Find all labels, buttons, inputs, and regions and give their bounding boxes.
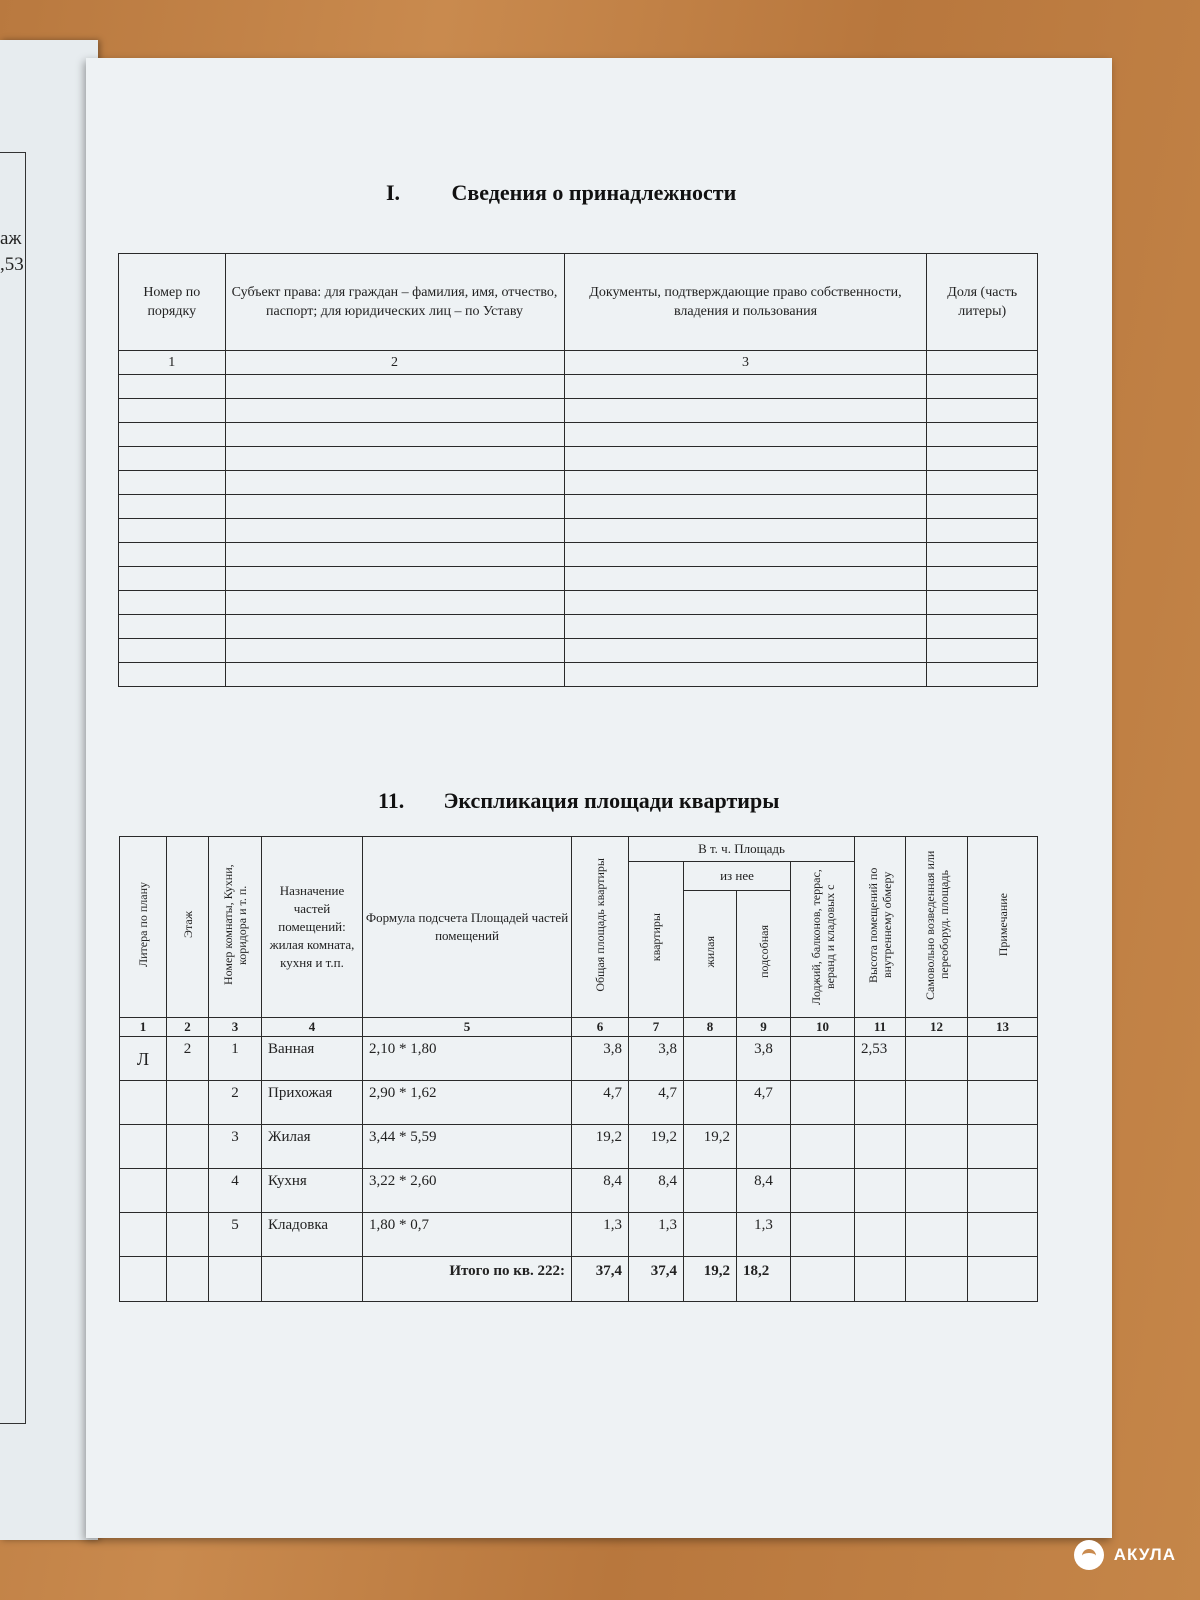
total-area-cell: 4,7 <box>572 1081 629 1125</box>
total-area-cell: 8,4 <box>572 1169 629 1213</box>
floor-cell <box>167 1125 209 1169</box>
ownership-empty-cell <box>225 519 564 543</box>
note-cell <box>968 1037 1038 1081</box>
ownership-empty-cell <box>564 567 927 591</box>
section2-title-text: Экспликация площади квартиры <box>443 788 780 813</box>
col-number <box>927 351 1038 375</box>
ownership-empty-cell <box>119 375 226 399</box>
section1-title-text: Сведения о принадлежности <box>451 180 737 205</box>
floor-cell <box>167 1213 209 1257</box>
header-litera: Литера по плану <box>120 837 167 1018</box>
aux-area-cell: 3,8 <box>737 1037 791 1081</box>
ownership-empty-cell <box>119 399 226 423</box>
floor-cell <box>167 1081 209 1125</box>
floor-cell: 2 <box>167 1037 209 1081</box>
left-page <box>0 40 98 1540</box>
ownership-empty-cell <box>225 615 564 639</box>
loggia-cell <box>791 1081 855 1125</box>
ownership-empty-cell <box>927 615 1038 639</box>
ownership-empty-cell <box>927 519 1038 543</box>
ownership-col-number-row <box>119 351 1038 375</box>
ownership-empty-cell <box>119 447 226 471</box>
note-cell <box>968 1213 1038 1257</box>
ownership-empty-cell <box>927 591 1038 615</box>
ownership-empty-row <box>119 639 1038 663</box>
room-name-cell: Прихожая <box>262 1081 363 1125</box>
ownership-empty-row <box>119 567 1038 591</box>
ownership-empty-cell <box>119 663 226 687</box>
unauthorized-cell <box>906 1081 968 1125</box>
header-apartments: квартиры <box>629 862 684 1018</box>
ownership-empty-cell <box>119 591 226 615</box>
aux-area-cell: 4,7 <box>737 1081 791 1125</box>
ownership-empty-row <box>119 423 1038 447</box>
height-cell <box>855 1169 906 1213</box>
unauthorized-cell <box>906 1169 968 1213</box>
room-number-cell: 3 <box>209 1125 262 1169</box>
loggia-cell <box>791 1125 855 1169</box>
ownership-empty-cell <box>927 471 1038 495</box>
ownership-empty-cell <box>119 519 226 543</box>
aux-area-cell: 8,4 <box>737 1169 791 1213</box>
ownership-empty-cell <box>564 663 927 687</box>
col-number: 1 <box>120 1018 167 1037</box>
column-number-row <box>120 1018 1038 1037</box>
ownership-empty-cell <box>564 639 927 663</box>
ownership-empty-cell <box>927 423 1038 447</box>
total-aux-value: 18,2 <box>737 1257 791 1302</box>
shark-logo-icon <box>1074 1540 1104 1570</box>
living-area-cell: 19,2 <box>684 1125 737 1169</box>
ownership-empty-cell <box>225 447 564 471</box>
header-auxiliary: подсобная <box>737 890 791 1017</box>
ownership-empty-cell <box>225 423 564 447</box>
ownership-empty-cell <box>225 639 564 663</box>
ownership-empty-cell <box>225 663 564 687</box>
litera-cell <box>120 1125 167 1169</box>
ownership-empty-row <box>119 543 1038 567</box>
ownership-empty-cell <box>119 543 226 567</box>
col-number: 2 <box>167 1018 209 1037</box>
ownership-empty-cell <box>119 471 226 495</box>
col-number: 1 <box>119 351 226 375</box>
floor-cell <box>167 1169 209 1213</box>
total-row <box>120 1257 1038 1302</box>
total-label: Итого по кв. 222: <box>363 1257 572 1302</box>
header-purpose: Назначение частей помещений: жилая комната, кухня и т.п. <box>262 837 363 1018</box>
ownership-empty-cell <box>225 567 564 591</box>
total-area-cell: 19,2 <box>572 1125 629 1169</box>
header-order-number: Номер по порядку <box>119 254 226 351</box>
ownership-empty-cell <box>564 615 927 639</box>
ownership-empty-cell <box>225 399 564 423</box>
ownership-empty-cell <box>225 375 564 399</box>
col-number: 11 <box>855 1018 906 1037</box>
ownership-empty-cell <box>564 375 927 399</box>
living-area-cell <box>684 1169 737 1213</box>
header-note: Примечание <box>968 837 1038 1018</box>
header-of-which: из нее <box>684 862 791 891</box>
living-area-cell <box>684 1081 737 1125</box>
left-page-text-2: ,53 <box>0 254 24 275</box>
document-page <box>86 58 1112 1538</box>
ownership-empty-cell <box>927 375 1038 399</box>
aux-area-cell <box>737 1125 791 1169</box>
aux-area-cell: 1,3 <box>737 1213 791 1257</box>
ownership-empty-row <box>119 615 1038 639</box>
ownership-empty-cell <box>927 567 1038 591</box>
room-name-cell: Кладовка <box>262 1213 363 1257</box>
ownership-empty-row <box>119 399 1038 423</box>
col-number: 6 <box>572 1018 629 1037</box>
litera-cell <box>120 1213 167 1257</box>
living-area-cell <box>684 1213 737 1257</box>
room-name-cell: Ванная <box>262 1037 363 1081</box>
apt-area-cell: 19,2 <box>629 1125 684 1169</box>
room-number-cell: 2 <box>209 1081 262 1125</box>
col-number: 10 <box>791 1018 855 1037</box>
ownership-empty-cell <box>225 591 564 615</box>
header-floor: Этаж <box>167 837 209 1018</box>
header-living: жилая <box>684 890 737 1017</box>
col-number: 4 <box>262 1018 363 1037</box>
ownership-empty-cell <box>564 471 927 495</box>
col-number: 7 <box>629 1018 684 1037</box>
height-cell <box>855 1213 906 1257</box>
ownership-empty-cell <box>119 495 226 519</box>
unauthorized-cell <box>906 1037 968 1081</box>
col-number: 8 <box>684 1018 737 1037</box>
height-cell: 2,53 <box>855 1037 906 1081</box>
room-number-cell: 5 <box>209 1213 262 1257</box>
loggia-cell <box>791 1213 855 1257</box>
explication-table <box>119 836 1038 1302</box>
room-name-cell: Кухня <box>262 1169 363 1213</box>
col-number: 2 <box>225 351 564 375</box>
explication-row <box>120 1037 1038 1081</box>
formula-cell: 2,90 * 1,62 <box>363 1081 572 1125</box>
ownership-empty-cell <box>927 639 1038 663</box>
living-area-cell <box>684 1037 737 1081</box>
section1-number: I. <box>386 180 401 205</box>
ownership-empty-row <box>119 519 1038 543</box>
header-total-area: Общая площадь квартиры <box>572 837 629 1018</box>
height-cell <box>855 1125 906 1169</box>
section2-title <box>378 788 779 814</box>
apt-area-cell: 1,3 <box>629 1213 684 1257</box>
explication-row <box>120 1125 1038 1169</box>
ownership-empty-cell <box>564 423 927 447</box>
ownership-empty-row <box>119 375 1038 399</box>
ownership-empty-cell <box>564 543 927 567</box>
apt-area-cell: 8,4 <box>629 1169 684 1213</box>
header-loggias: Лоджий, балконов, террас, веранд и кладовых с <box>791 862 855 1018</box>
ownership-empty-cell <box>927 495 1038 519</box>
ownership-header-row <box>119 254 1038 351</box>
header-unauthorized: Самовольно возведенная или переоборуд. площадь <box>906 837 968 1018</box>
total-area-cell: 3,8 <box>572 1037 629 1081</box>
ownership-empty-row <box>119 591 1038 615</box>
total-area-cell: 1,3 <box>572 1213 629 1257</box>
room-name-cell: Жилая <box>262 1125 363 1169</box>
ownership-empty-cell <box>119 567 226 591</box>
header-height: Высота помещений по внутреннему обмеру <box>855 837 906 1018</box>
section2-number: 11. <box>378 788 405 813</box>
ownership-empty-cell <box>225 495 564 519</box>
total-living-value: 19,2 <box>684 1257 737 1302</box>
ownership-empty-row <box>119 663 1038 687</box>
ownership-empty-cell <box>225 543 564 567</box>
header-formula: Формула подсчета Площадей частей помещений <box>363 837 572 1018</box>
ownership-empty-cell <box>564 399 927 423</box>
formula-cell: 2,10 * 1,80 <box>363 1037 572 1081</box>
ownership-empty-cell <box>225 471 564 495</box>
brand-name: АКУЛА <box>1113 1545 1176 1564</box>
header-incl-area: В т. ч. Площадь <box>629 837 855 862</box>
ownership-empty-cell <box>564 519 927 543</box>
header-room-number: Номер комнаты, Кухни, коридора и т. п. <box>209 837 262 1018</box>
section1-title <box>386 180 736 206</box>
col-number: 5 <box>363 1018 572 1037</box>
akula-watermark-logo <box>1074 1540 1176 1570</box>
ownership-empty-cell <box>119 639 226 663</box>
ownership-empty-cell <box>564 495 927 519</box>
note-cell <box>968 1081 1038 1125</box>
ownership-table <box>118 253 1038 687</box>
explication-row <box>120 1081 1038 1125</box>
ownership-empty-row <box>119 471 1038 495</box>
ownership-empty-cell <box>119 615 226 639</box>
height-cell <box>855 1081 906 1125</box>
room-number-cell: 4 <box>209 1169 262 1213</box>
col-number: 12 <box>906 1018 968 1037</box>
header-documents: Документы, подтверждающие право собственности, владения и пользования <box>564 254 927 351</box>
formula-cell: 1,80 * 0,7 <box>363 1213 572 1257</box>
col-number: 9 <box>737 1018 791 1037</box>
total-area-value: 37,4 <box>572 1257 629 1302</box>
note-cell <box>968 1169 1038 1213</box>
loggia-cell <box>791 1169 855 1213</box>
litera-cell <box>120 1037 167 1081</box>
col-number: 3 <box>209 1018 262 1037</box>
formula-cell: 3,44 * 5,59 <box>363 1125 572 1169</box>
ownership-empty-cell <box>927 543 1038 567</box>
ownership-empty-row <box>119 495 1038 519</box>
ownership-empty-cell <box>927 399 1038 423</box>
apt-area-cell: 4,7 <box>629 1081 684 1125</box>
loggia-cell <box>791 1037 855 1081</box>
unauthorized-cell <box>906 1125 968 1169</box>
ownership-empty-cell <box>927 663 1038 687</box>
apt-area-cell: 3,8 <box>629 1037 684 1081</box>
litera-cell <box>120 1169 167 1213</box>
header-share: Доля (часть литеры) <box>927 254 1038 351</box>
col-number: 13 <box>968 1018 1038 1037</box>
ownership-empty-cell <box>927 447 1038 471</box>
litera-cell <box>120 1081 167 1125</box>
ownership-empty-row <box>119 447 1038 471</box>
explication-row <box>120 1213 1038 1257</box>
total-apt-value: 37,4 <box>629 1257 684 1302</box>
note-cell <box>968 1125 1038 1169</box>
ownership-empty-cell <box>564 447 927 471</box>
room-number-cell: 1 <box>209 1037 262 1081</box>
explication-row <box>120 1169 1038 1213</box>
unauthorized-cell <box>906 1213 968 1257</box>
left-page-text-1: аж <box>0 228 22 249</box>
litera-value: Л <box>136 1049 150 1069</box>
col-number: 3 <box>564 351 927 375</box>
ownership-empty-cell <box>119 423 226 447</box>
ownership-empty-cell <box>564 591 927 615</box>
left-page-frame <box>0 152 26 1424</box>
formula-cell: 3,22 * 2,60 <box>363 1169 572 1213</box>
header-subject: Субъект права: для граждан – фамилия, имя, отчество, паспорт; для юридических лиц – по Уставу <box>225 254 564 351</box>
